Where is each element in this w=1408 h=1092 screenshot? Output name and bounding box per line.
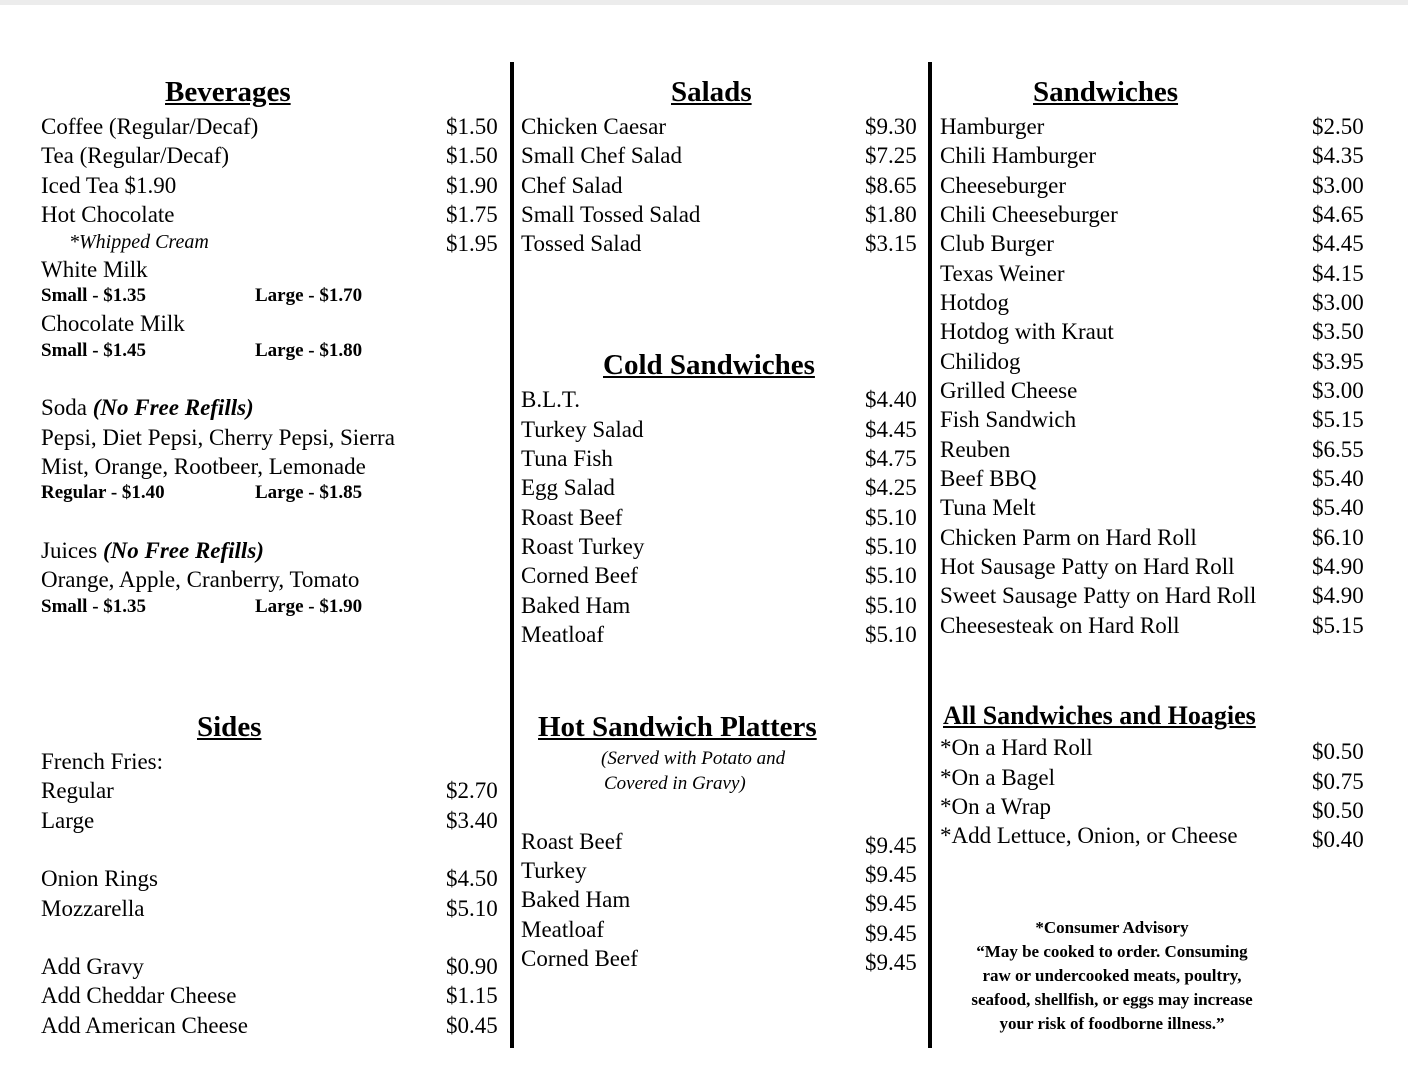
sandwich-item-name: Texas Weiner <box>940 261 1065 286</box>
platter-item-name: Roast Beef <box>521 829 623 854</box>
cold-item-name: Corned Beef <box>521 563 638 588</box>
iced-tea-price: $1.90 <box>446 173 498 198</box>
cold-item-price: $4.75 <box>865 446 917 471</box>
sandwich-item-name: Sweet Sausage Patty on Hard Roll <box>940 583 1257 608</box>
sandwich-item-name: Cheeseburger <box>940 173 1067 198</box>
side-item-price: $2.70 <box>446 778 498 803</box>
sandwich-item-price: $3.00 <box>1312 290 1364 315</box>
juices-label: Juices <box>41 538 98 563</box>
cold-sandwiches-heading: Cold Sandwiches <box>603 349 815 381</box>
sandwich-item-name: Hamburger <box>940 114 1045 139</box>
advisory-line: your risk of foodborne illness.” <box>999 1014 1225 1033</box>
cold-item-price: $4.25 <box>865 475 917 500</box>
sandwich-item-price: $3.00 <box>1312 378 1364 403</box>
advisory-line: “May be cooked to order. Consuming <box>976 942 1248 961</box>
sandwich-item-name: Beef BBQ <box>940 466 1037 491</box>
hot-platters-note-line2: Covered in Gravy) <box>604 773 746 794</box>
sandwich-item-price: $2.50 <box>1312 114 1364 139</box>
salads-heading: Salads <box>671 76 752 108</box>
platter-item-price: $9.45 <box>865 862 917 887</box>
cold-item-name: Roast Beef <box>521 505 623 530</box>
addon-item-price: $0.40 <box>1312 827 1364 852</box>
cold-item-name: Egg Salad <box>521 475 615 500</box>
chocolate-milk-large: Large - $1.80 <box>255 340 363 361</box>
sandwich-item-price: $4.90 <box>1312 583 1364 608</box>
side-item-name: Add Cheddar Cheese <box>41 983 237 1008</box>
column-divider-right <box>928 62 932 1048</box>
platter-item-price: $9.45 <box>865 921 917 946</box>
iced-tea-name: Iced Tea $1.90 <box>41 173 177 198</box>
tea-name: Tea (Regular/Decaf) <box>41 143 230 168</box>
sandwich-item-name: Hotdog <box>940 290 1009 315</box>
white-milk-small: Small - $1.35 <box>41 285 147 306</box>
white-milk-name: White Milk <box>41 257 148 282</box>
juices-note: (No Free Refills) <box>102 538 264 563</box>
sandwich-item-name: Chili Hamburger <box>940 143 1097 168</box>
salad-item-name: Chef Salad <box>521 173 623 198</box>
sandwich-item-price: $3.50 <box>1312 319 1364 344</box>
addon-item-name: *On a Wrap <box>940 794 1052 819</box>
side-item-price: $5.10 <box>446 896 498 921</box>
salad-item-price: $3.15 <box>865 231 917 256</box>
hot-chocolate-price: $1.75 <box>446 202 498 227</box>
side-item-name: Regular <box>41 778 114 803</box>
cold-item-price: $5.10 <box>865 563 917 588</box>
platter-item-price: $9.45 <box>865 950 917 975</box>
advisory-title: *Consumer Advisory <box>1035 918 1189 937</box>
coffee-name: Coffee (Regular/Decaf) <box>41 114 259 139</box>
cold-item-price: $5.10 <box>865 593 917 618</box>
sandwich-item-name: Reuben <box>940 437 1011 462</box>
side-item-name: Large <box>41 808 95 833</box>
chocolate-milk-name: Chocolate Milk <box>41 311 185 336</box>
salad-item-price: $8.65 <box>865 173 917 198</box>
whipped-cream-price: $1.95 <box>446 231 498 256</box>
salad-item-name: Chicken Caesar <box>521 114 666 139</box>
addon-item-name: *Add Lettuce, Onion, or Cheese <box>940 823 1238 848</box>
coffee-price: $1.50 <box>446 114 498 139</box>
soda-line2: Mist, Orange, Rootbeer, Lemonade <box>41 454 366 479</box>
sandwich-item-name: Hotdog with Kraut <box>940 319 1114 344</box>
side-item-name: Add American Cheese <box>41 1013 248 1038</box>
sandwich-item-name: Chicken Parm on Hard Roll <box>940 525 1197 550</box>
hot-platters-note-line1: (Served with Potato and <box>601 748 786 769</box>
platter-item-price: $9.45 <box>865 891 917 916</box>
sandwich-item-name: Chili Cheeseburger <box>940 202 1118 227</box>
salad-item-name: Small Tossed Salad <box>521 202 701 227</box>
whipped-cream-name: *Whipped Cream <box>69 231 209 253</box>
sandwich-item-price: $5.40 <box>1312 495 1364 520</box>
white-milk-large: Large - $1.70 <box>255 285 363 306</box>
sandwich-item-name: Hot Sausage Patty on Hard Roll <box>940 554 1235 579</box>
addon-item-name: *On a Bagel <box>940 765 1055 790</box>
sandwich-item-price: $4.15 <box>1312 261 1364 286</box>
sandwich-item-price: $3.95 <box>1312 349 1364 374</box>
soda-note: (No Free Refills) <box>92 395 254 420</box>
salad-item-name: Tossed Salad <box>521 231 642 256</box>
sandwich-item-price: $6.55 <box>1312 437 1364 462</box>
sandwich-item-name: Chilidog <box>940 349 1021 374</box>
sandwiches-heading: Sandwiches <box>1033 76 1179 108</box>
side-item-name: Mozzarella <box>41 896 145 921</box>
tea-price: $1.50 <box>446 143 498 168</box>
beverages-heading: Beverages <box>165 76 291 108</box>
salad-item-price: $9.30 <box>865 114 917 139</box>
sandwich-item-price: $5.40 <box>1312 466 1364 491</box>
cold-item-price: $4.45 <box>865 417 917 442</box>
hot-platters-heading: Hot Sandwich Platters <box>538 711 817 743</box>
side-item-price: $4.50 <box>446 866 498 891</box>
top-border <box>0 0 1408 5</box>
juices-small: Small - $1.35 <box>41 596 147 617</box>
addon-item-name: *On a Hard Roll <box>940 735 1093 760</box>
cold-item-price: $4.40 <box>865 387 917 412</box>
sandwich-item-price: $4.90 <box>1312 554 1364 579</box>
cold-item-name: Roast Turkey <box>521 534 645 559</box>
juices-line1: Orange, Apple, Cranberry, Tomato <box>41 567 360 592</box>
cold-item-price: $5.10 <box>865 505 917 530</box>
side-item-price: $1.15 <box>446 983 498 1008</box>
sandwich-item-price: $4.65 <box>1312 202 1364 227</box>
chocolate-milk-small: Small - $1.45 <box>41 340 147 361</box>
cold-item-name: Tuna Fish <box>521 446 613 471</box>
soda-line1: Pepsi, Diet Pepsi, Cherry Pepsi, Sierra <box>41 425 395 450</box>
cold-item-name: Meatloaf <box>521 622 605 647</box>
salad-item-price: $7.25 <box>865 143 917 168</box>
soda-regular: Regular - $1.40 <box>41 482 165 503</box>
column-divider-left <box>510 62 514 1048</box>
sides-heading: Sides <box>197 711 262 743</box>
hot-chocolate-name: Hot Chocolate <box>41 202 175 227</box>
side-item-price: $3.40 <box>446 808 498 833</box>
platter-item-name: Corned Beef <box>521 946 638 971</box>
juices-heading <box>41 536 264 565</box>
soda-heading <box>41 393 254 422</box>
soda-large: Large - $1.85 <box>255 482 363 503</box>
platter-item-name: Baked Ham <box>521 887 631 912</box>
sandwich-item-price: $5.15 <box>1312 407 1364 432</box>
cold-item-name: B.L.T. <box>521 387 580 412</box>
sandwich-item-price: $4.35 <box>1312 143 1364 168</box>
addon-item-price: $0.50 <box>1312 798 1364 823</box>
sandwich-item-price: $4.45 <box>1312 231 1364 256</box>
sandwich-item-price: $5.15 <box>1312 613 1364 638</box>
sandwich-item-price: $3.00 <box>1312 173 1364 198</box>
salad-item-name: Small Chef Salad <box>521 143 682 168</box>
sandwich-item-price: $6.10 <box>1312 525 1364 550</box>
salad-item-price: $1.80 <box>865 202 917 227</box>
side-item-name: Add Gravy <box>41 954 144 979</box>
sandwich-item-name: Grilled Cheese <box>940 378 1078 403</box>
addon-item-price: $0.50 <box>1312 739 1364 764</box>
platter-item-name: Meatloaf <box>521 917 605 942</box>
soda-label: Soda <box>41 395 87 420</box>
side-item-price: $0.90 <box>446 954 498 979</box>
french-fries-label: French Fries: <box>41 749 164 774</box>
cold-item-price: $5.10 <box>865 534 917 559</box>
juices-large: Large - $1.90 <box>255 596 363 617</box>
advisory-line: seafood, shellfish, or eggs may increase <box>971 990 1253 1009</box>
sandwich-item-name: Club Burger <box>940 231 1054 256</box>
addon-item-price: $0.75 <box>1312 769 1364 794</box>
cold-item-name: Turkey Salad <box>521 417 644 442</box>
platter-item-price: $9.45 <box>865 833 917 858</box>
consumer-advisory <box>937 916 1287 1036</box>
side-item-price: $0.45 <box>446 1013 498 1038</box>
sandwich-item-name: Fish Sandwich <box>940 407 1077 432</box>
cold-item-name: Baked Ham <box>521 593 631 618</box>
sandwich-item-name: Tuna Melt <box>940 495 1036 520</box>
cold-item-price: $5.10 <box>865 622 917 647</box>
side-item-name: Onion Rings <box>41 866 158 891</box>
advisory-line: raw or undercooked meats, poultry, <box>982 966 1242 985</box>
platter-item-name: Turkey <box>521 858 587 883</box>
addons-heading: All Sandwiches and Hoagies <box>943 701 1256 730</box>
sandwich-item-name: Cheesesteak on Hard Roll <box>940 613 1180 638</box>
